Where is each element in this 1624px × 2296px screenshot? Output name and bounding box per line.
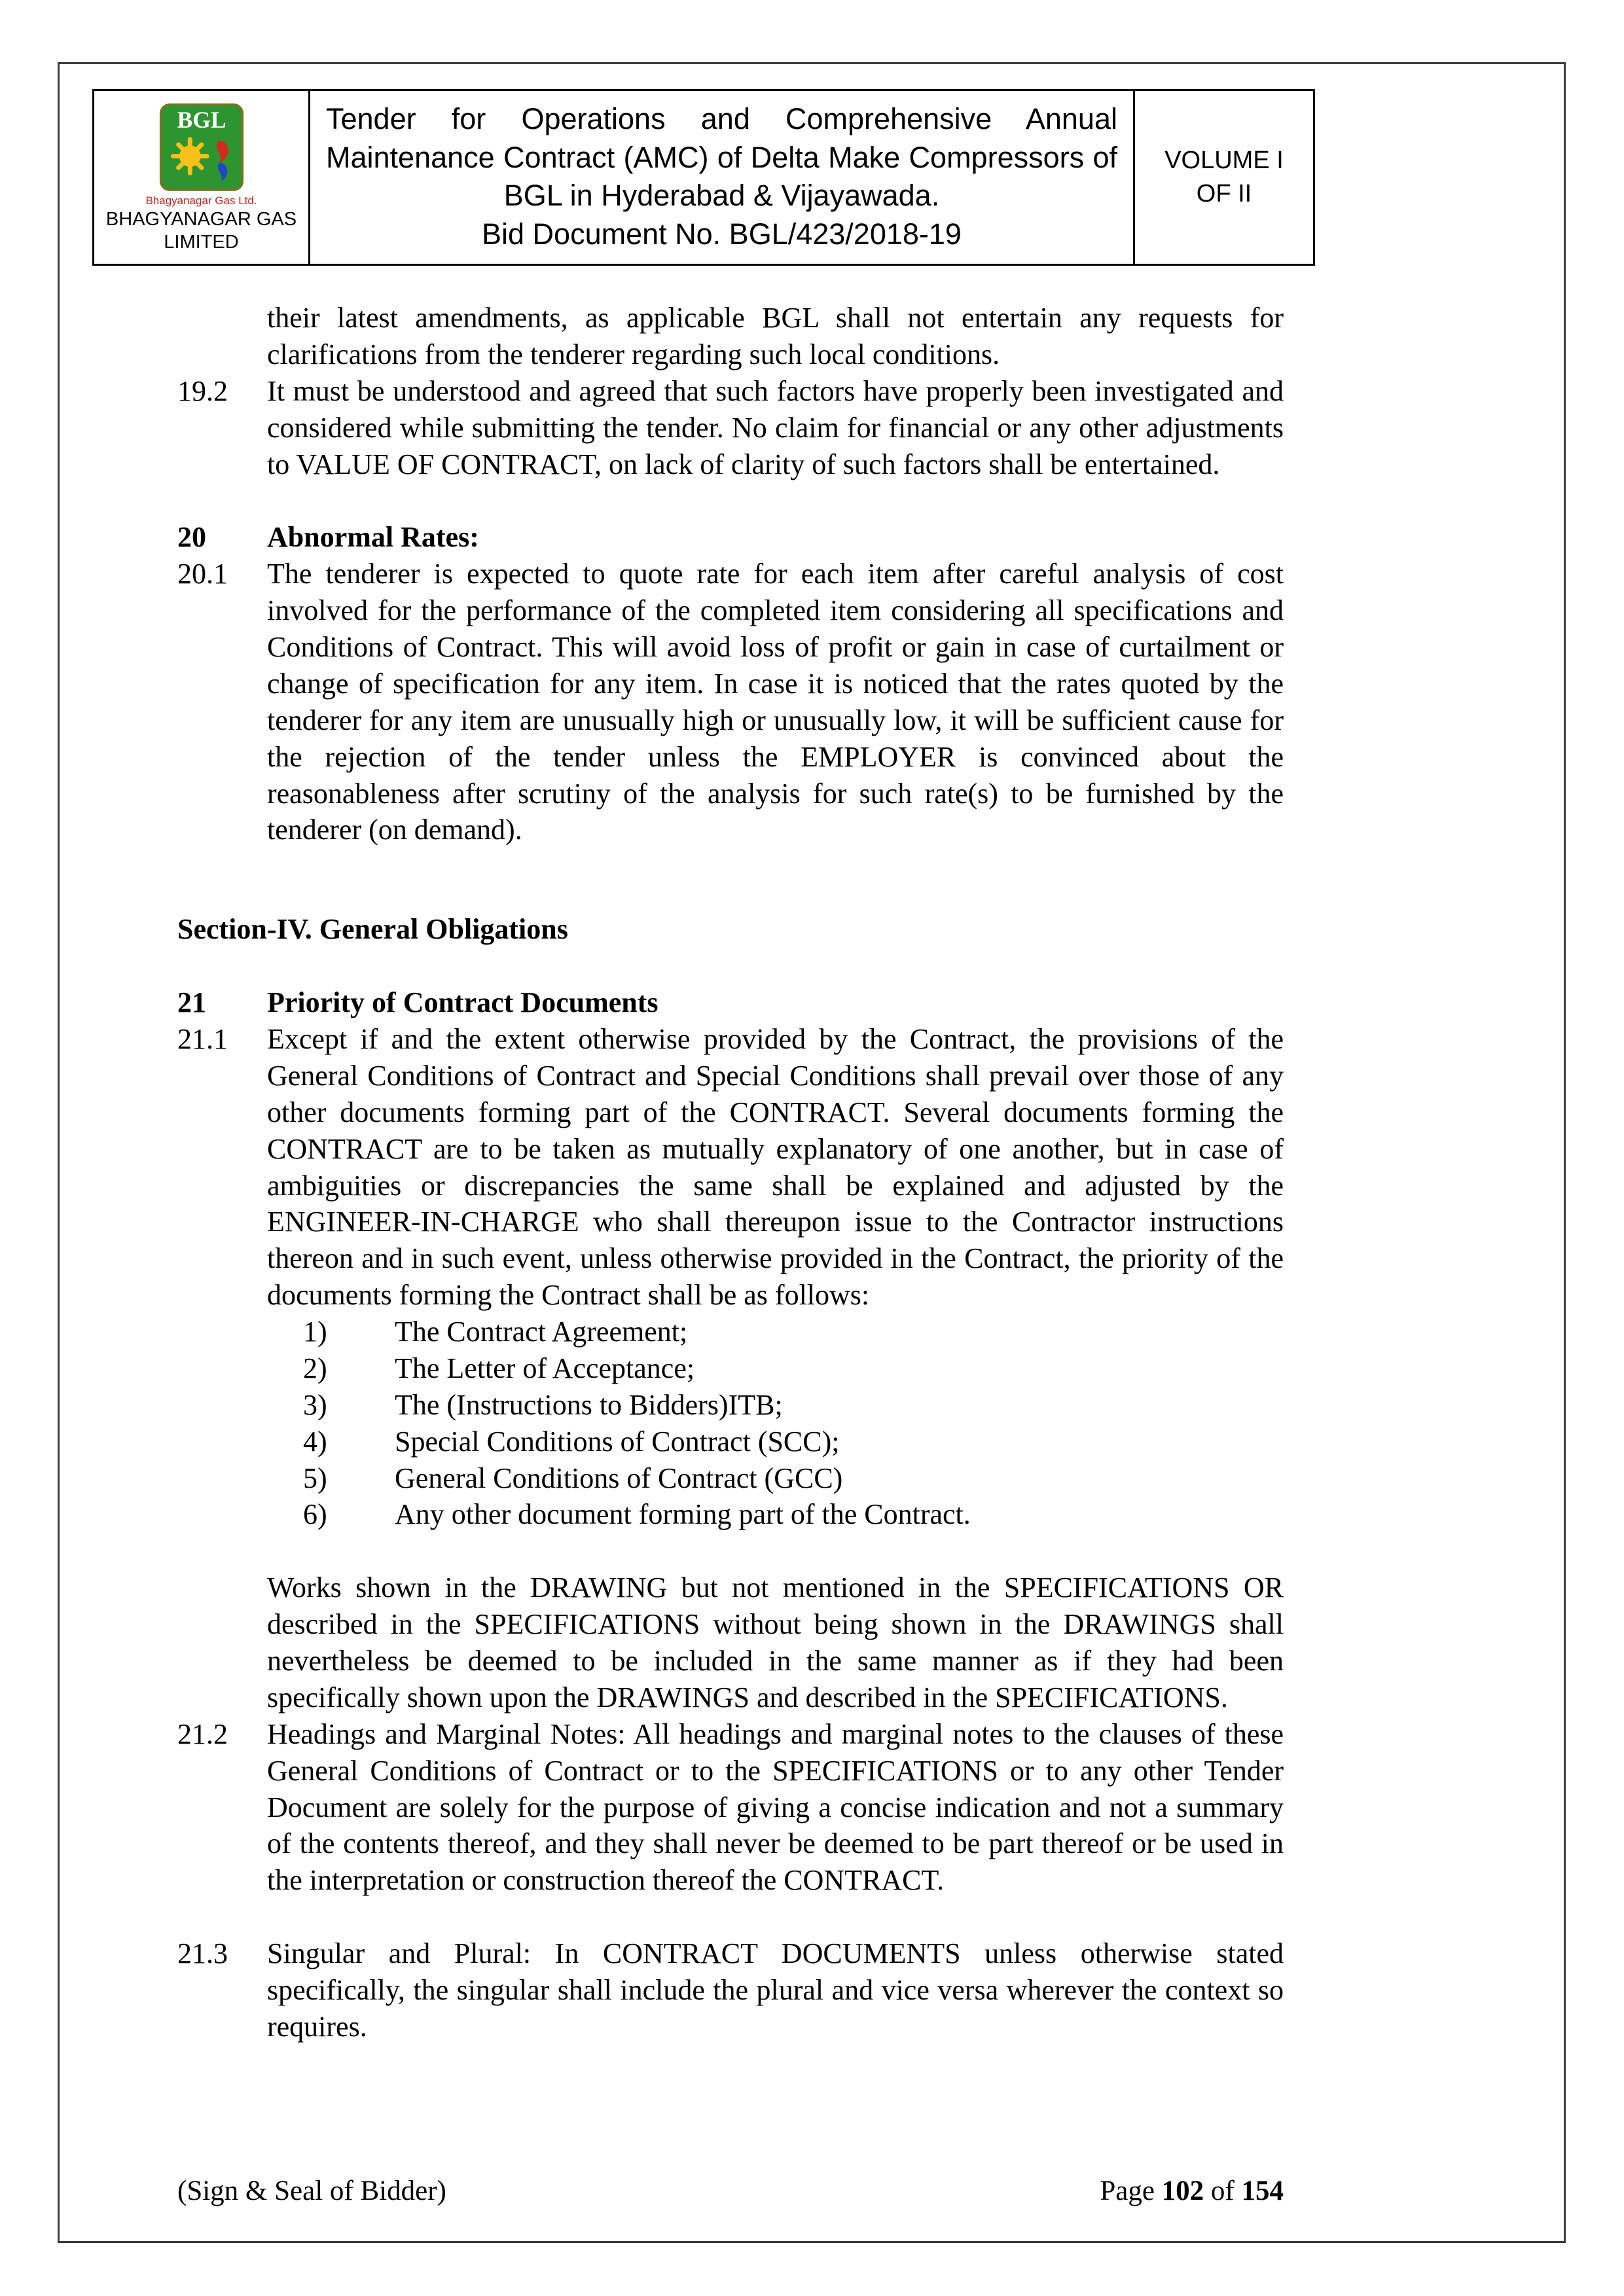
- clause-21-heading: [177, 984, 1284, 1021]
- list-text: The Letter of Acceptance;: [395, 1352, 695, 1384]
- paragraph-continuation: [177, 300, 1284, 373]
- logo-caption: Bhagyanagar Gas Ltd.: [145, 194, 257, 207]
- title-cell: [310, 91, 1135, 264]
- page-footer: [177, 2175, 1284, 2207]
- priority-list-item: [267, 1460, 1284, 1497]
- total-pages: 154: [1241, 2176, 1284, 2206]
- priority-list-item: [267, 1424, 1284, 1460]
- list-marker: 1): [303, 1316, 327, 1348]
- clause-20-1: [177, 556, 1284, 848]
- clause-number: 21: [177, 986, 206, 1019]
- page-border: [58, 62, 1566, 2243]
- clause-number: 20: [177, 521, 206, 554]
- bid-document-number: Bid Document No. BGL/423/2018-19: [482, 217, 962, 251]
- volume-cell: [1135, 91, 1313, 264]
- tender-title: Tender for Operations and Comprehensive Annual Maintenance Contract (AMC) of Delta Make Compressors of BGL in Hyderabad & Vijayawada.: [326, 102, 1117, 212]
- clause-text: The tenderer is expected to quote rate for each item after careful analysis of cost involved for the performance of the completed item considering all specifications and Conditions of Contract. This will avoid loss of profit or gain in case of curtailment or change of specification for any item. In case it is noticed that the rates quoted by the tenderer for any item are unusually high or unusually low, it will be sufficient cause for the rejection of the tender unless the EMPLOYER is convinced about the reasonableness after scrutiny of the analysis for such rate(s) to be furnished by the tenderer (on demand).: [267, 558, 1284, 846]
- logo-cell: [94, 91, 310, 264]
- clause-21-2: [177, 1716, 1284, 1899]
- section-heading: Section-IV. General Obligations: [177, 913, 568, 946]
- page-indicator: [1100, 2175, 1284, 2207]
- clause-text: Singular and Plural: In CONTRACT DOCUMENTS unless otherwise stated specifically, the singular shall include the plural and vice versa wherever the context so requires.: [267, 1937, 1284, 2043]
- clause-number: 21.3: [177, 1937, 228, 1970]
- clause-number: 19.2: [177, 374, 228, 407]
- priority-list-item: [267, 1496, 1284, 1533]
- spacer: [177, 848, 1284, 911]
- volume-line2: OF II: [1196, 180, 1252, 207]
- list-text: General Conditions of Contract (GCC): [395, 1462, 843, 1494]
- sun-icon: [173, 139, 207, 173]
- clause-20-heading: [177, 519, 1284, 556]
- spacer: [177, 948, 1284, 984]
- clause-number: 20.1: [177, 558, 228, 590]
- spacer: [177, 1533, 1284, 1570]
- page-word: Page: [1100, 2176, 1155, 2206]
- list-marker: 4): [303, 1425, 327, 1458]
- org-name-line2: LIMITED: [164, 232, 239, 253]
- clause-text: Headings and Marginal Notes: All headings and marginal notes to the clauses of these General Conditions of Contract or to the SPECIFICATIONS or to any other Tender Document are solely for the purpose of giving a concise indication and not a summary of the contents thereof, and they shall never be deemed to be part thereof or be used in the interpretation or construction thereof the CONTRACT.: [267, 1717, 1284, 1897]
- volume-line1: VOLUME I: [1164, 146, 1284, 174]
- clause-number: 21.2: [177, 1717, 228, 1750]
- priority-list-item: [267, 1387, 1284, 1424]
- clause-number: [177, 1570, 267, 1716]
- paragraph-works: [177, 1570, 1284, 1716]
- clause-19-2: [177, 373, 1284, 483]
- list-text: The (Instructions to Bidders)ITB;: [395, 1388, 783, 1421]
- spacer: [177, 1899, 1284, 1935]
- of-word: of: [1210, 2176, 1235, 2206]
- bgl-logo-icon: [153, 101, 251, 193]
- priority-list-item: [267, 1350, 1284, 1387]
- list-text: The Contract Agreement;: [395, 1316, 688, 1348]
- logo-monogram: BGL: [177, 106, 226, 133]
- list-marker: 5): [303, 1462, 327, 1494]
- document-body: [177, 300, 1284, 2045]
- page-number: 102: [1161, 2176, 1204, 2206]
- clause-number: [177, 300, 267, 373]
- clause-text: Except if and the extent otherwise provided by the Contract, the provisions of the General Conditions of Contract and Special Conditions shall prevail over those of any other documents forming part of the CONTRACT. Several documents forming the CONTRACT are to be taken as mutually explanatory of one another, but in case of ambiguities or discrepancies the same shall be explained and adjusted by the ENGINEER-IN-CHARGE who shall thereupon issue to the Contractor instructions thereon and in such event, unless otherwise provided in the Contract, the priority of the documents forming the Contract shall be as follows:: [267, 1023, 1284, 1312]
- list-text: Special Conditions of Contract (SCC);: [395, 1425, 840, 1458]
- clause-text: their latest amendments, as applicable BGL shall not entertain any requests for clarifications from the tenderer regarding such local conditions.: [267, 302, 1284, 370]
- priority-list-item: [267, 1314, 1284, 1350]
- list-marker: 3): [303, 1388, 327, 1421]
- list-marker: 2): [303, 1352, 327, 1384]
- clause-heading: Priority of Contract Documents: [267, 986, 659, 1019]
- clause-number: 21.1: [177, 1023, 228, 1055]
- clause-heading: Abnormal Rates:: [267, 521, 479, 554]
- list-text: Any other document forming part of the Contract.: [395, 1498, 971, 1531]
- org-name-line1: BHAGYANAGAR GAS: [105, 208, 297, 230]
- clause-text: It must be understood and agreed that such factors have properly been investigated and considered while submitting the tender. No claim for financial or any other adjustments to VALUE OF CONTRACT, on lack of clarity of such factors shall be entertained.: [267, 374, 1284, 480]
- document-header: [92, 89, 1315, 266]
- spacer: [177, 482, 1284, 519]
- clause-21-1: [177, 1021, 1284, 1314]
- clause-21-3: [177, 1935, 1284, 2045]
- sign-seal-note: (Sign & Seal of Bidder): [177, 2176, 446, 2206]
- list-marker: 6): [303, 1498, 327, 1531]
- clause-text: Works shown in the DRAWING but not mentioned in the SPECIFICATIONS OR described in the SPECIFICATIONS without being shown in the DRAWINGS shall nevertheless be deemed to be included in the same manner as if they had been specifically shown upon the DRAWINGS and described in the SPECIFICATIONS.: [267, 1571, 1284, 1713]
